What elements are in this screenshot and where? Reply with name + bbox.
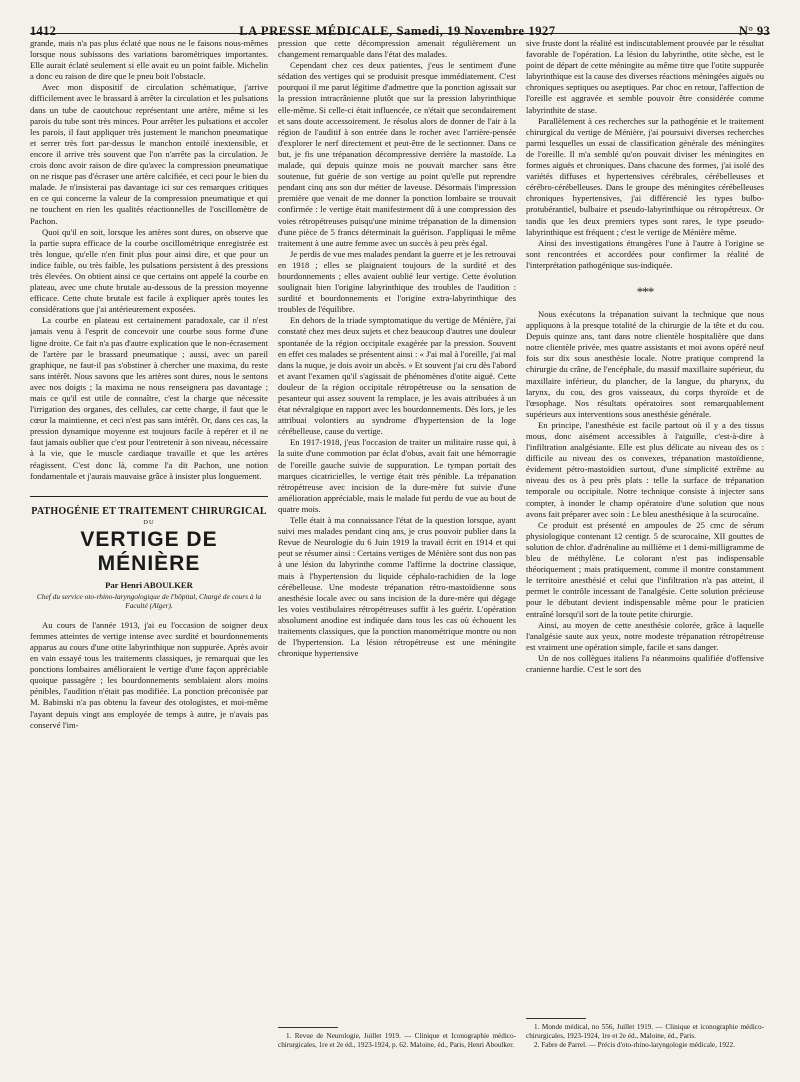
article-affiliation: Chef du service oto-rhino-laryngologique de l'hôpital, Chargé de cours à la Faculté (Alger). <box>36 591 262 610</box>
paragraph: La courbe en plateau est certainement paradoxale, car il n'est jamais venu à l'esprit de concevoir une courbe sous forme d'une ligne droite. Ce fait n'a pas d'autre explication que le non-écrasement de l'artère par le brassard pneumatique ; aussi, avec un pareil graphique, ne faut-il pas s'obstiner à chercher une maxima, du reste sans intérêt. Nous savons que les artères sont dures, nous le sentons avec nos doigts ; la maxima ne nous renseignera pas davantage ; mais ce qu'il est utile de connaître, c'est la charge que nécessite l'irrigation des organes, des cellules, car cette charge, il faut que le cœur la maintienne, et ceci n'est pas sans intérêt. Or, dans ces cas, la pression dynamique moyenne est toujours facile à repérer et il ne faut jamais oublier que c'est pour l'entretenir à son niveau, nécessaire à la vie, que le muscle cardiaque travaille et que les artères réagissent. C'est donc là, comme l'a dit Pachon, une notion fondamentale et j'aurais mauvaise grâce à insister plus longuement. <box>30 315 268 481</box>
column-3 <box>526 38 764 1058</box>
footnote: 2. Fabre de Parrel. — Précis d'oto-rhino-laryngologie médicale, 1922. <box>534 1041 735 1049</box>
paragraph: pression que cette décompression amenait régulièrement un changement remarquable dans l'état des malades. <box>278 38 516 60</box>
paragraph: En principe, l'anesthésie est facile partout où il y a des tissus mous, donc aisément accessibles à l'aiguille, c'est-à-dire à l'infiltration analgésiante. Elle est plus délicate au niveau des os : difficile au niveau des os convexes, trépanation mastoïdienne, évidement pétro-mastoïdien surtout, d'une simplicité extrême au niveau des os à peu près plats : telle la surface de trépanation temporale ou occipitale. Notre technique consiste à injecter sans compter, à inonder le champ opératoire d'une solution que nous avons fait préparer avec soin : Le bleu anesthésique à la scurocaïne. <box>526 419 764 519</box>
running-header <box>30 0 770 38</box>
article-title-main: VERTIGE DE MÉNIÈRE <box>80 527 218 575</box>
article-rule <box>30 496 268 497</box>
paragraph: Telle était à ma connaissance l'état de la question lorsque, ayant suivi mes malades pendant cinq ans, je crus pouvoir publier dans la Revue de Neurologie du 6 Juin 1919 la travail écrit en 1914 et qui peut se résumer ainsi : Certains vertiges de Ménière sont dus non pas à une lésion du labyrinthe comme l'affirme la doctrine classique, mais à l'hypertension du liquide céphalo-rachidien de la loge cérébelleuse. Une modeste trépanation rétro-mastoïdienne sous anesthésie locale avec ou sans incision de la dure-mère qui dégage les voies vestibulaires rétropétreuses suffit à les guérir. L'opération absolument anodine est indiquée dans tous les cas où échouent les traitements classiques, que la ponction manométrique montre ou non de l'hypertension. La lésion rétropétreuse est une méningite chronique hypertensive <box>278 515 516 659</box>
text-columns <box>30 38 770 1058</box>
paragraph: Avec mon dispositif de circulation schématique, j'arrive difficilement avec le brassard à arrêter la circulation et les pulsations dans un tube de caoutchouc représentant une artère, même si les parois du tube sont très minces. Pour arrêter les pulsations et accoler les parois, il faut appliquer très justement le manchon pneumatique et serrer très fort par-dessus le manchon entoilé inextensible, et encore il arrive très souvent que l'on n'arrête pas la circulation. Je crois donc avoir raison de dire qu'avec la compression pneumatique on ne risque pas d'écraser une artère calcifiée, et ceci pour le bien du malade. Je n'insisterai pas davantage ici sur ces remarques critiques en ce qui concerne la valeur de la compression pneumatique et qui ne touchent en rien les qualités réactionnelles de l'oscillomètre de Pachon. <box>30 82 268 226</box>
paragraph: Cependant chez ces deux patientes, j'eus le sentiment d'une sédation des vertiges qui se produisit presque immédiatement. C'est pourquoi il me parut légitime d'admettre que la ponction agissait sur la pression intracrânienne plutôt que sur la pression labyrinthique elle-même. Si celle-ci était influencée, ce n'était que secondairement et sans doute accessoirement. Je résolus alors de donner de l'air à la région de l'auditif à son entrée dans le rocher avec l'arrière-pensée d'explorer le nerf directement et peut-être de le sectionner. Dans ce but, je fis une trépanation décompressive derrière la mastoïde. La malade, qui depuis quinze mois ne pouvait marcher sans être soutenue, fut guérie de son vertige au point qu'elle put reprendre pendant cinq ans son dur métier de laveuse. Désormais l'impression première que venait de me donner la ponction lombaire se trouvait confirmée : le vertige était manifestement dû à une compression des voies rétropétreuses puisqu'une minime trépanation de la dimension d'une pièce de 5 francs déterminait la guérison. J'appliquai le même traitement à une autre femme avec un succès à peu près égal. <box>278 60 516 248</box>
article-author: Par Henri ABOULKER <box>105 579 193 590</box>
paragraph: En 1917-1918, j'eus l'occasion de traiter un militaire russe qui, à la suite d'une commotion par éclat d'obus, avait fait une hémorragie de l'oreille gauche suivie de suppuration. Le tympan portait des marques cicatricielles, le vertige était très pénible. La trépanation rétropétreuse avec incision de la dure-mère fut suivie d'une amélioration appréciable, mais le malade fut perdu de vue au bout de quatre mois. <box>278 437 516 514</box>
footnotes-col3 <box>526 1018 764 1050</box>
article-title-line2: DU <box>143 518 155 526</box>
footnotes-col2 <box>278 1027 516 1050</box>
paragraph: Je perdis de vue mes malades pendant la guerre et je les retrouvai en 1918 ; elles se plaignaient toujours de la surdité et des bourdonnements ; elles avaient oublié leur vertige. Cette évolution soulignait bien l'origine labyrinthique des troubles de l'audition : surdité et bourdonnements et l'origine extra-labyrinthique des troubles de l'équilibre. <box>278 248 516 315</box>
paragraph: grande, mais n'a pas plus éclaté que nous ne le faisons nous-mêmes lorsque nous subissons des variations barométriques importantes. Elle aurait éclaté seulement si elle avait eu un point faible. Michelin a donc eu raison de dire que le pneu boit l'obstacle. <box>30 38 268 82</box>
column-2 <box>278 38 516 1058</box>
footnote: 1. Revue de Neurologie, Juillet 1919. — Clinique et Iconographie médico-chirurgicales, 1re et 2e éd., 1923-1924, p. 62. Maloine, éd., Paris, Henri Aboulker. <box>278 1032 516 1049</box>
issue-number: N° 93 <box>738 24 770 38</box>
page-number: 1412 <box>30 24 57 38</box>
paragraph: Ainsi des investigations étrangères l'une à l'autre à l'origine se sont rencontrées et accordées pour confirmer la réalité de l'interprétation pathogénique sus-indiquée. <box>526 237 764 270</box>
journal-title: LA PRESSE MÉDICALE, Samedi, 19 Novembre 1927 <box>239 24 556 38</box>
article-heading <box>30 496 268 610</box>
paragraph: En dehors de la triade symptomatique du vertige de Ménière, j'ai constaté chez mes deux sujets et chez beaucoup d'autres une douleur spontanée de la région occipitale exagérée par la pression. Souvent en effet ces malades se présentent ainsi : « J'ai mal à l'oreille, j'ai mal dans la nuque, je dois avoir un abcès. » Et souvent j'ai cru dès l'abord et avant l'examen qu'il s'agissait de phénomènes d'otite aiguë. Cette douleur de la région occipitale rétropétreuse ou la sensation de pesanteur qui assez souvent la remplace, je les avais attribuées à un état névralgique en rapport avec les bourdonnements. Dès lors, je les attribuai volontiers au syndrome d'hypertension de la loge cérébelleuse, cause du vertige. <box>278 315 516 437</box>
paragraph: Un de nos collègues italiens l'a néanmoins qualifiée d'offensive cranienne hardie. C'est le sort des <box>526 652 764 674</box>
article-title-line1: PATHOGÉNIE ET TRAITEMENT CHIRURGICAL <box>31 505 267 517</box>
paragraph: Ce produit est présenté en ampoules de 25 cmc de sérum physiologique contenant 12 centigr. 5 de scurocaïne, XII gouttes de solution de chlor. d'adrénaline au millième et 1 demi-milligramme de bleu de méthylène. Le colorant n'est pas indispensable théoriquement ; mais pratiquement, comme il montre constamment le territoire anesthésié et celui que l'infiltration n'a pas atteint, il permet le contrôle incessant de l'analgésie. Cette solution précieuse pour le débutant devient indispensable même pour le praticien entraîné lorsqu'il sort de la toute petite chirurgie. <box>526 519 764 619</box>
footnote-rule <box>526 1018 586 1019</box>
paragraph: Ainsi, au moyen de cette anesthésie colorée, grâce à laquelle l'analgésie saute aux yeux, notre modeste trépanation rétropétreuse est vraiment une opération simple, facile et sans danger. <box>526 619 764 652</box>
column-1 <box>30 38 268 1058</box>
paragraph: Quoi qu'il en soit, lorsque les artères sont dures, on observe que la partie supra efficace de la courbe oscillométrique enregistrée est très longue, qu'elle n'en finit plus pour ainsi dire, et que pour un indice faible, ou très faible, les pulsations persistent à des pressions très élevées. On obtient ainsi ce que certains ont appelé la courbe en plateau, avec une chute brutale au-dessous de la pression moyenne efficace. Cette chute brutale est facile à expliquer après toutes les considérations que j'ai antérieurement exposées. <box>30 226 268 315</box>
footnote-rule <box>278 1027 338 1028</box>
footnote: 1. Monde médical, no 556, Juillet 1919. — Clinique et iconographie médico-chirurgicales, 1923-1924, 1re et 2e éd., Maloine, éd., Paris. <box>526 1023 764 1040</box>
paragraph: Au cours de l'année 1913, j'ai eu l'occasion de soigner deux femmes atteintes de vertige intense avec surdité et bourdonnements apparus au cours d'une otite labyrinthique non suppurée. Après avoir en vain essayé tous les traitements classiques, je remarquai que les ponctions lombaires amélioraient le vertige d'une façon appréciable quoique passagère ; les bourdonnements semblaient alors moins pénibles, l'audition n'était pas modifiée. La ponction préconisée par M. Babinski n'a pas obtenu la faveur des otologistes, et moi-même l'ayant depuis vingt ans employée de temps à autre, je n'avais pas conservé l'im- <box>30 619 268 730</box>
paragraph: Parallèlement à ces recherches sur la pathogénie et le traitement chirurgical du vertige de Ménière, j'ai poursuivi diverses recherches parmi lesquelles un essai de classification générale des méningites de l'oreille. Il m'a semblé qu'on pouvait diviser les méningites en formes aiguës et chroniques. Dans chacune des formes, j'ai isolé des variétés diffuses et hypertensives cérébrales, cérébelleuses et cérébro-cérébelleuses. Dans le groupe des méningites cérébelleuses chroniques hypertensives, j'ai différencié les types bulbo-protubérantiel, bulbaire et pseudo-labyrinthique ou rétropétreux. Or tandis que les deux premiers types sont rares, le type pseudo-labyrinthique est fréquent ; c'est le vertige de Ménière même. <box>526 115 764 237</box>
paragraph: Nous exécutons la trépanation suivant la technique que nous appliquons à la presque totalité de la chirurgie de la tête et du cou. Depuis quinze ans, tant dans notre clientèle hospitalière que dans notre clientèle privée, mes quatre assistants et moi avons opéré neuf fois sur dix sous anesthésie locale. Notre pratique comprend la chirurgie du crâne, de l'encéphale, du massif maxillaire supérieur, du maxillaire inférieur, du plancher, de la langue, du pharynx, du larynx, du cou, des gros vaisseaux, du corps thyroïde et de l'œsophage. Nos résultats opératoires sont remarquablement supérieurs aux interventions sous anesthésie générale. <box>526 308 764 419</box>
section-separator: *** <box>636 283 654 299</box>
paragraph: sive fruste dont la réalité est indiscutablement prouvée par le résultat favorable de l'opération. La lésion du labyrinthe, otite sèche, est le point de départ de cette méningite au même titre que l'otite suppurée labyrinthique est la cause des diverses réactions méningées aiguës ou chroniques septiques ou aseptiques. Par choc en retour, l'affection de l'oreille est aggravée et semble pouvoir être considérée comme labyrinthite de stase. <box>526 38 764 115</box>
